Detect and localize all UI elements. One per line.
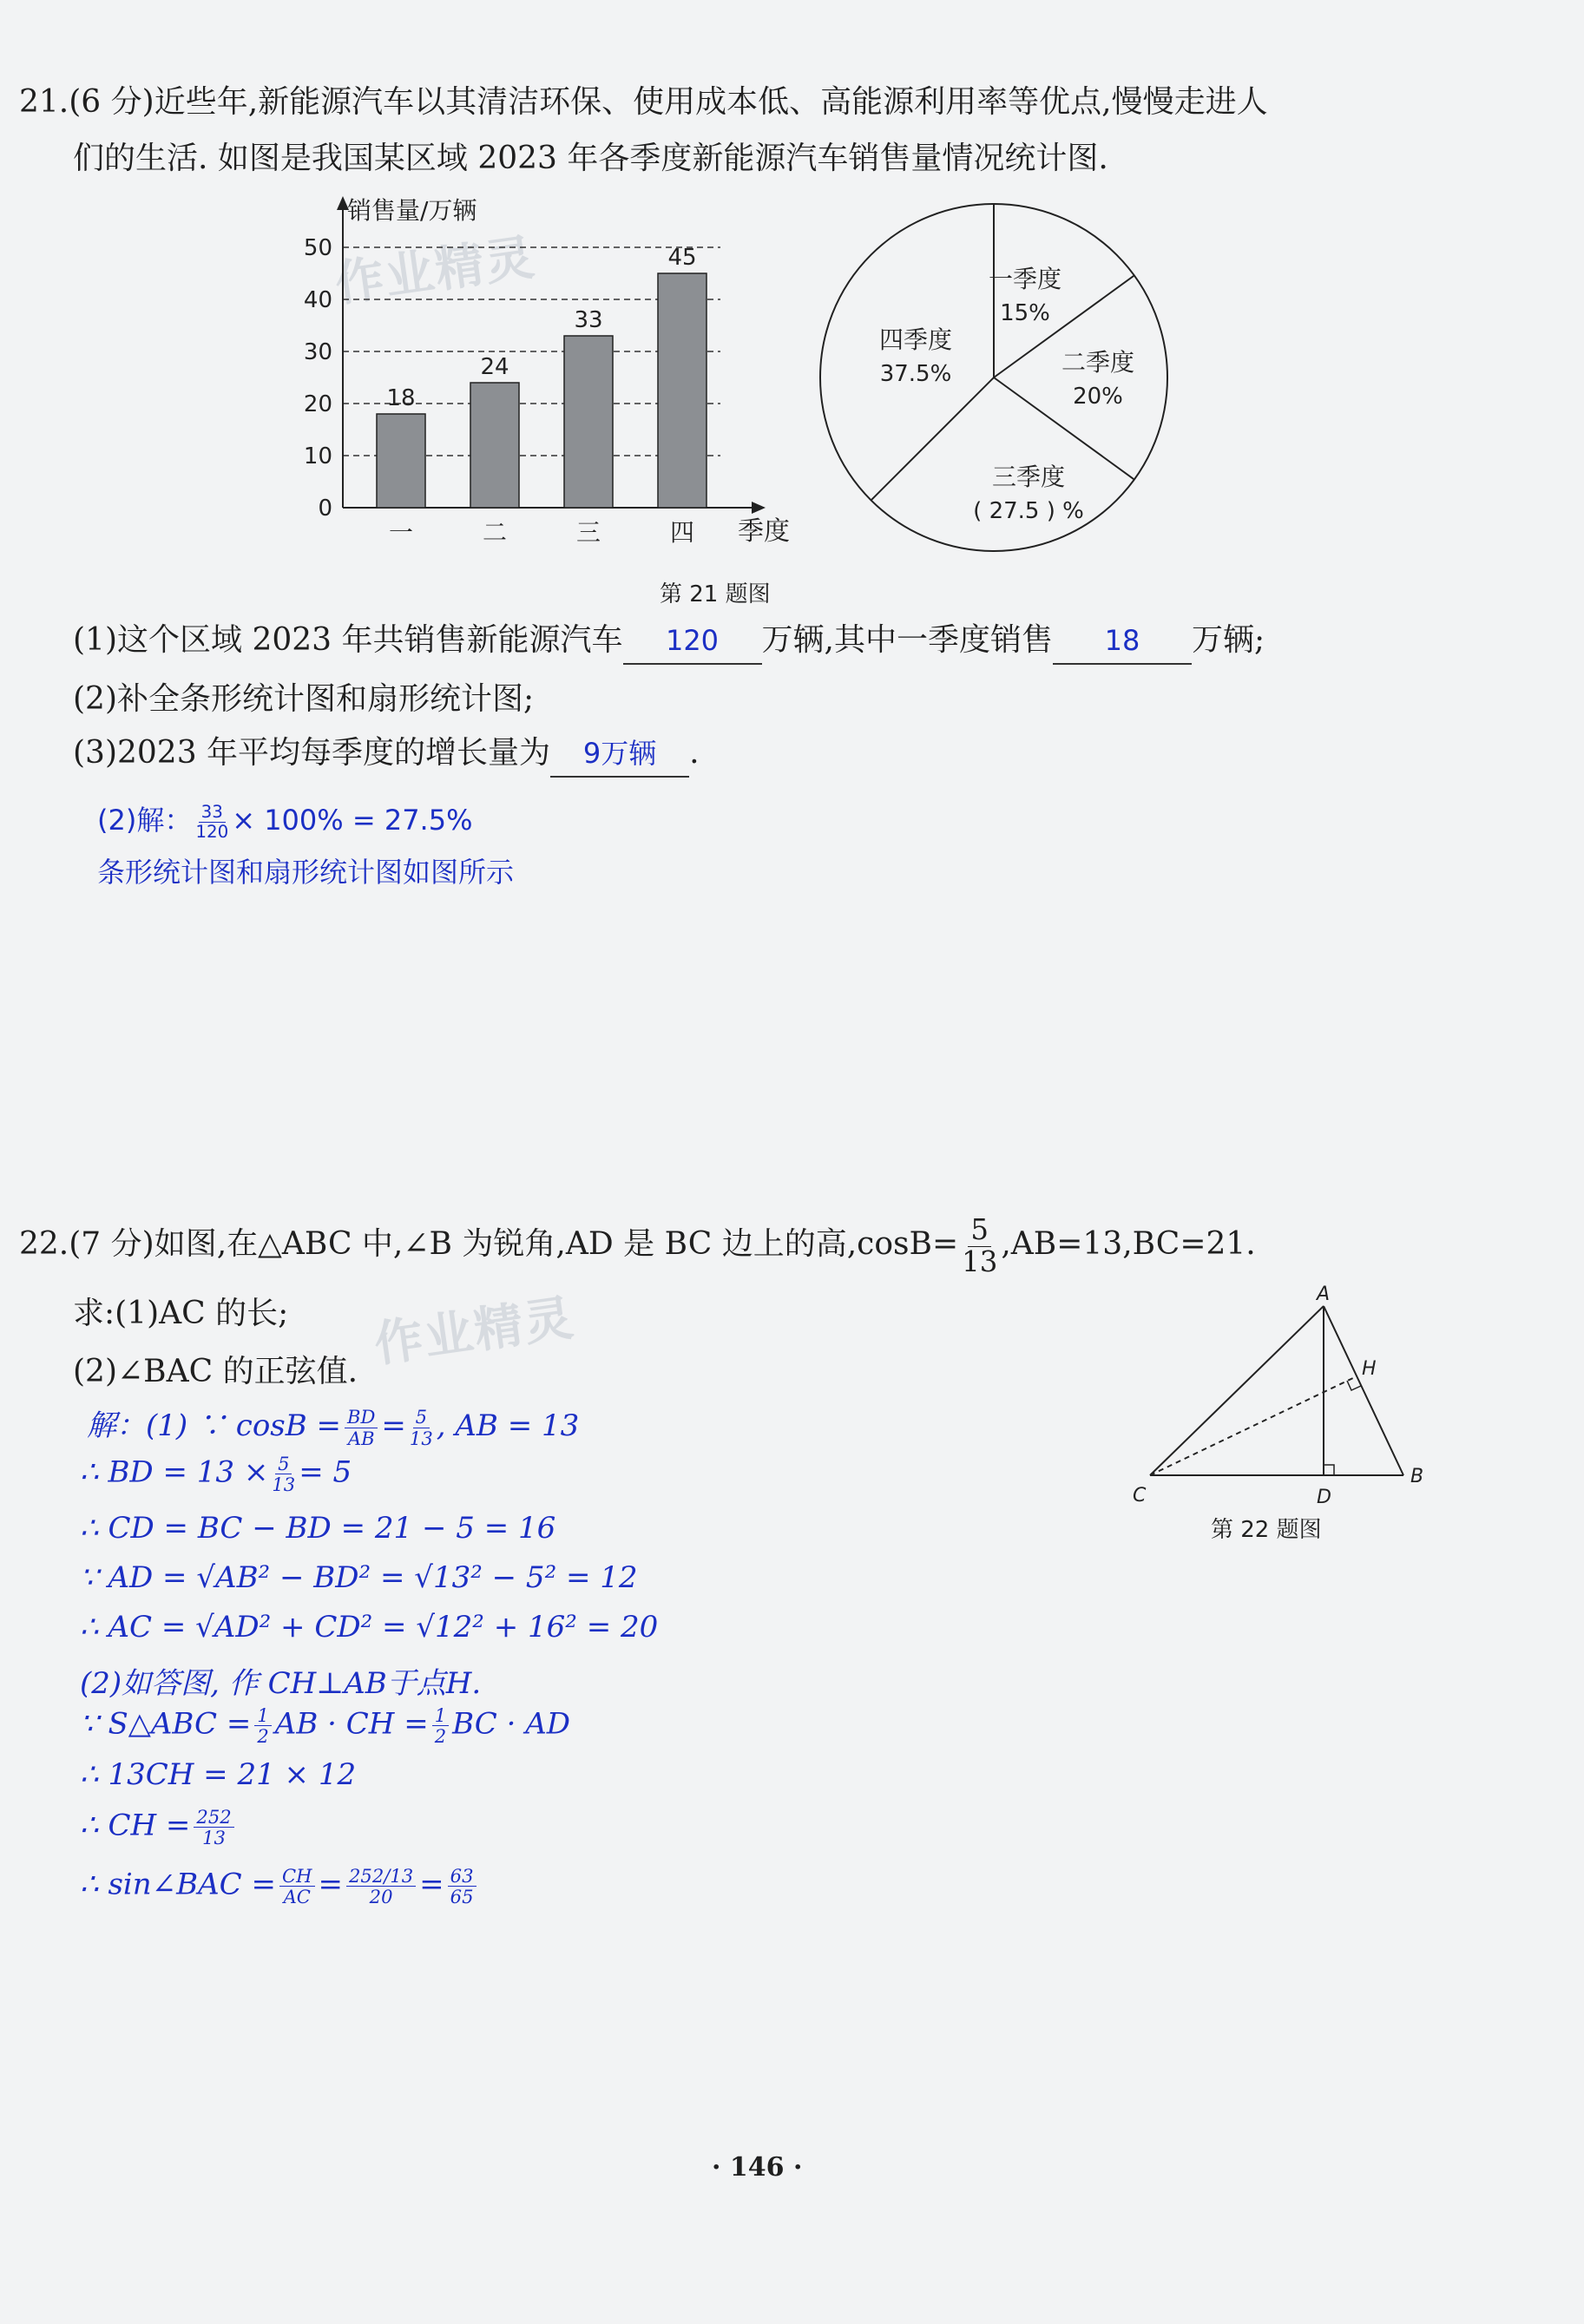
q22-stem-suffix: ,AB=13,BC=21. — [1001, 1226, 1256, 1263]
bar — [658, 273, 707, 508]
q22-stem-prefix: 22.(7 分)如图,在△ABC 中,∠B 为锐角,AD 是 BC 边上的高,cosB= — [19, 1226, 959, 1263]
frac-num: CH — [279, 1866, 315, 1887]
q22-sol-l10-frac3 — [448, 1866, 477, 1907]
x-tick-label: 一 — [388, 518, 414, 547]
q21-answer2: 18 — [1104, 624, 1140, 657]
q21-part1-suffix: 万辆; — [1191, 622, 1265, 658]
q22-sol-l7-frac1 — [254, 1705, 271, 1746]
q22-sol-line10: ∴ sin∠BAC = $\frac{CH}{AC}$ = $\frac{252/13}{20}$ = $\frac{63}{65}$ — [80, 1866, 480, 1907]
side-ab — [1324, 1306, 1403, 1475]
q22-sol-line6: (2)如答图, 作 CH⊥AB于点H. — [80, 1666, 482, 1701]
x-axis-arrow — [752, 502, 766, 514]
q21-part3 — [73, 731, 700, 778]
q22-sol-l1-prefix: 解：(1) ∵ cosB = — [87, 1408, 342, 1443]
frac-den: 65 — [450, 1886, 474, 1908]
q22-sol-l1-eq: = — [381, 1408, 406, 1443]
q21-blank2[interactable] — [1053, 618, 1192, 665]
frac-den: AC — [283, 1886, 311, 1908]
q21-part3-prefix: (3)2023 年平均每季度的增长量为 — [73, 735, 551, 771]
bar-data-label: 33 — [574, 307, 603, 333]
bar — [564, 336, 613, 508]
pie-slice-label: 四季度 — [878, 325, 953, 354]
frac-num: 63 — [448, 1866, 477, 1887]
q22-cos-num: 5 — [968, 1215, 991, 1247]
q22-sol-line4: ∵ AD = √AB² − BD² = √13² − 5² = 12 — [80, 1560, 638, 1595]
q22-sol-l1-frac1 — [345, 1407, 378, 1448]
pie-slice-value: 20% — [1073, 384, 1123, 410]
q22-sol-line9 — [80, 1807, 238, 1848]
frac-den: 13 — [409, 1427, 433, 1449]
q21-blank3[interactable] — [550, 731, 689, 778]
q22-stem — [19, 1215, 1256, 1277]
q21-sol-num: 33 — [199, 803, 226, 823]
frac-num: 252 — [194, 1807, 233, 1828]
q22-sol-l2-suffix: = 5 — [299, 1454, 352, 1490]
q21-part2: (2)补全条形统计图和扇形统计图; — [73, 681, 535, 717]
q22-figure-caption: 第 22 题图 — [1211, 1517, 1322, 1543]
frac-num: BD — [345, 1407, 378, 1428]
altitude-ch — [1150, 1376, 1357, 1475]
frac-den: 13 — [272, 1474, 296, 1496]
x-tick-label: 四 — [669, 518, 695, 547]
bar-data-label: 18 — [386, 385, 416, 411]
pie-slice-value: 15% — [1000, 300, 1050, 326]
pie-slice-value: ( 27.5 ) % — [973, 498, 1084, 524]
q22-cos-den: 13 — [962, 1244, 998, 1278]
label-b: B — [1410, 1466, 1424, 1487]
q21-part1 — [73, 618, 1265, 665]
q21-blank1[interactable] — [623, 618, 762, 665]
y-tick-label: 10 — [303, 443, 332, 469]
page-number: · 146 · — [712, 2152, 803, 2183]
label-h: H — [1362, 1358, 1377, 1380]
label-a: A — [1317, 1284, 1331, 1305]
y-tick-label: 20 — [303, 391, 332, 417]
q21-answer1: 120 — [665, 624, 720, 657]
bar — [470, 383, 519, 508]
pie-slice-edge — [871, 377, 994, 500]
frac-den: 13 — [202, 1827, 226, 1849]
q22-sol-l7-frac2 — [432, 1705, 449, 1746]
y-tick-label: 50 — [303, 235, 332, 261]
q21-sol-prefix: (2)解： — [97, 804, 193, 837]
frac-den: 2 — [434, 1725, 447, 1748]
q22-sol-line5: ∴ AC = √AD² + CD² = √12² + 16² = 20 — [80, 1610, 659, 1645]
label-c: C — [1133, 1485, 1147, 1507]
q22-sol-l2-prefix: ∴ BD = 13 × — [80, 1454, 269, 1490]
frac-num: 1 — [432, 1705, 449, 1726]
q22-sol-l7-prefix: ∵ S△ABC = — [80, 1706, 252, 1742]
q22-sol-line8: ∴ 13CH = 21 × 12 — [80, 1757, 357, 1792]
q22-sol-line2 — [80, 1454, 352, 1494]
x-tick-label: 二 — [482, 518, 508, 547]
q22-sol-l1-suffix: , AB = 13 — [436, 1408, 580, 1443]
frac-den: 20 — [369, 1886, 393, 1908]
q22-sol-line7 — [80, 1705, 570, 1746]
frac-num: 5 — [275, 1454, 292, 1474]
q21-solution-line2: 条形统计图和扇形统计图如图所示 — [97, 856, 515, 889]
bar-data-label: 24 — [480, 354, 509, 380]
q22-sol-line3: ∴ CD = BC − BD = 21 − 5 = 16 — [80, 1511, 556, 1546]
q21-part1-mid: 万辆,其中一季度销售 — [761, 622, 1053, 658]
q22-sol-l7-suffix: BC · AD — [452, 1706, 571, 1742]
watermark: 作业精灵 — [332, 229, 540, 313]
q22-sol-l10-frac2 — [346, 1866, 416, 1907]
q21-stem-line1: 21.(6 分)近些年,新能源汽车以其清洁环保、使用成本低、高能源利用率等优点,慢慢走进人 — [19, 84, 1268, 120]
q22-sol-l7-mid: AB · CH = — [274, 1706, 429, 1742]
bar-chart-ylabel: 销售量/万辆 — [347, 196, 477, 225]
q21-sol-den: 120 — [195, 821, 229, 842]
bar — [377, 414, 425, 508]
triangle-figure — [1124, 1284, 1445, 1545]
pie-slice-label: 一季度 — [988, 265, 1062, 293]
frac-num: 5 — [413, 1407, 430, 1428]
watermark: 作业精灵 — [371, 1290, 579, 1374]
y-tick-label: 0 — [318, 496, 332, 522]
y-tick-label: 30 — [303, 339, 332, 365]
q21-figure-caption: 第 21 题图 — [660, 581, 771, 607]
q21-solution-line1 — [97, 798, 472, 841]
q22-ask2: (2)∠BAC 的正弦值. — [73, 1354, 358, 1389]
bar-chart — [286, 191, 807, 555]
pie-slice-value: 37.5% — [879, 361, 952, 387]
q22-sol-l9-frac — [194, 1807, 233, 1848]
q21-stem-line2: 们的生活. 如图是我国某区域 2023 年各季度新能源汽车销售量情况统计图. — [73, 141, 1108, 176]
q21-part1-prefix: (1)这个区域 2023 年共销售新能源汽车 — [73, 622, 623, 658]
q22-sol-line1 — [87, 1402, 579, 1448]
q22-sol-l10-prefix: ∴ sin∠BAC = — [80, 1867, 276, 1902]
q21-sol-fraction — [195, 803, 228, 842]
pie-slice-label: 三季度 — [991, 463, 1066, 491]
right-angle-d — [1324, 1465, 1334, 1475]
frac-den: 2 — [257, 1725, 269, 1748]
side-ca — [1150, 1306, 1324, 1475]
frac-num: 1 — [254, 1705, 271, 1726]
q22-sol-l1-frac2 — [410, 1407, 433, 1448]
q22-sol-l10-frac1 — [279, 1866, 315, 1907]
q22-ask1: 求:(1)AC 的长; — [73, 1296, 289, 1331]
q21-part3-suffix: . — [689, 735, 700, 771]
x-tick-label: 三 — [575, 518, 601, 547]
bar-data-label: 45 — [667, 245, 697, 271]
q22-sol-l9-prefix: ∴ CH = — [80, 1808, 191, 1843]
y-tick-label: 40 — [303, 287, 332, 313]
q21-answer3: 9万辆 — [582, 737, 657, 770]
frac-den: AB — [347, 1427, 375, 1449]
pie-chart — [812, 195, 1176, 560]
q22-cos-fraction — [962, 1215, 997, 1277]
bar-chart-xlabel: 季度 — [738, 516, 790, 547]
q22-sol-l2-frac — [272, 1454, 295, 1494]
q21-sol-suffix: × 100% = 27.5% — [232, 804, 473, 837]
pie-slice-label: 二季度 — [1061, 348, 1135, 377]
label-d: D — [1317, 1487, 1331, 1508]
frac-num: 252/13 — [346, 1866, 416, 1887]
